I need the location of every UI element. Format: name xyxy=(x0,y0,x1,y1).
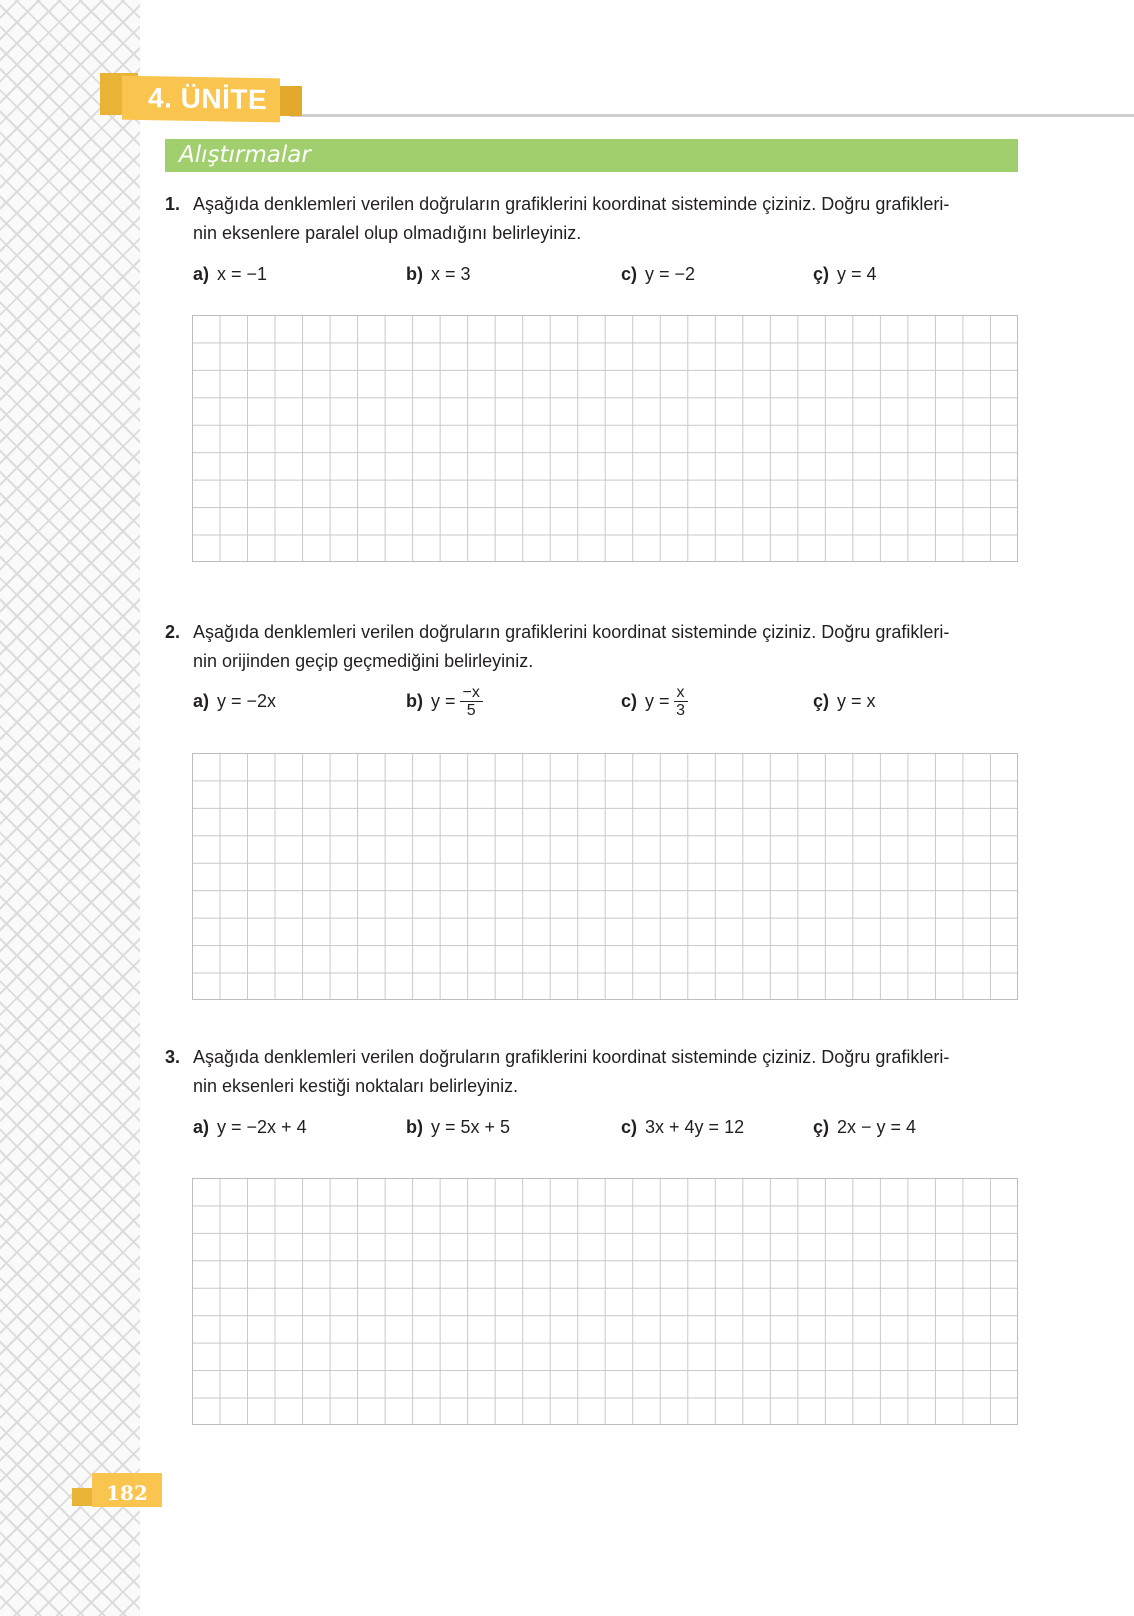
option-b: b) x = 3 xyxy=(406,263,471,284)
option-b: b) y = 5x + 5 xyxy=(406,1116,511,1137)
option-a: a) y = −2x + 4 xyxy=(193,1116,307,1137)
question-text-line: Aşağıda denklemleri verilen doğruların grafiklerini koordinat sisteminde çiziniz. Doğru grafikleri- xyxy=(193,622,950,642)
question-number: 3. xyxy=(165,1047,181,1067)
option-a: a) x = −1 xyxy=(193,263,268,284)
option-cc: ç) y = x xyxy=(813,690,876,711)
header-rule xyxy=(290,114,1134,117)
option-b: b) y = $\frac{-x}{5}$ xyxy=(406,681,483,721)
option-c: c) y = $\frac{x}{3}$ xyxy=(621,681,688,721)
question-1 xyxy=(165,190,1025,248)
option-cc: ç) y = 4 xyxy=(813,263,877,284)
question-text-line: nin orijinden geçip geçmediğini belirleyiniz. xyxy=(193,651,534,671)
question-2-options xyxy=(193,681,1023,721)
question-text-line: nin eksenlere paralel olup olmadığını belirleyiniz. xyxy=(193,223,582,243)
question-3 xyxy=(165,1043,1025,1101)
graph-paper-grid[interactable] xyxy=(192,315,1018,562)
question-number: 1. xyxy=(165,194,181,214)
question-number: 2. xyxy=(165,622,181,642)
unit-label: 4. ÜNİTE xyxy=(122,76,280,123)
fraction: $\frac{x}{3}$ xyxy=(674,684,688,719)
question-text-line: Aşağıda denklemleri verilen doğruların grafiklerini koordinat sisteminde çiziniz. Doğru grafikleri- xyxy=(193,194,950,214)
question-3-options xyxy=(193,1107,1023,1147)
section-title: Alıştırmalar xyxy=(165,139,1018,172)
graph-paper-grid[interactable] xyxy=(192,753,1018,1000)
question-1-options xyxy=(193,254,1023,294)
option-c: c) 3x + 4y = 12 xyxy=(621,1116,745,1137)
option-a: a) y = −2x xyxy=(193,690,277,711)
question-text-line: Aşağıda denklemleri verilen doğruların grafiklerini koordinat sisteminde çiziniz. Doğru grafikleri- xyxy=(193,1047,950,1067)
question-2 xyxy=(165,618,1025,676)
graph-paper-grid[interactable] xyxy=(192,1178,1018,1425)
option-cc: ç) 2x − y = 4 xyxy=(813,1116,917,1137)
fraction: $\frac{-x}{5}$ xyxy=(460,684,483,719)
page-number: 182 xyxy=(92,1473,162,1507)
question-text-line: nin eksenleri kestiği noktaları belirleyiniz. xyxy=(193,1076,519,1096)
option-c: c) y = −2 xyxy=(621,263,696,284)
decorative-lattice-margin xyxy=(0,0,140,1616)
